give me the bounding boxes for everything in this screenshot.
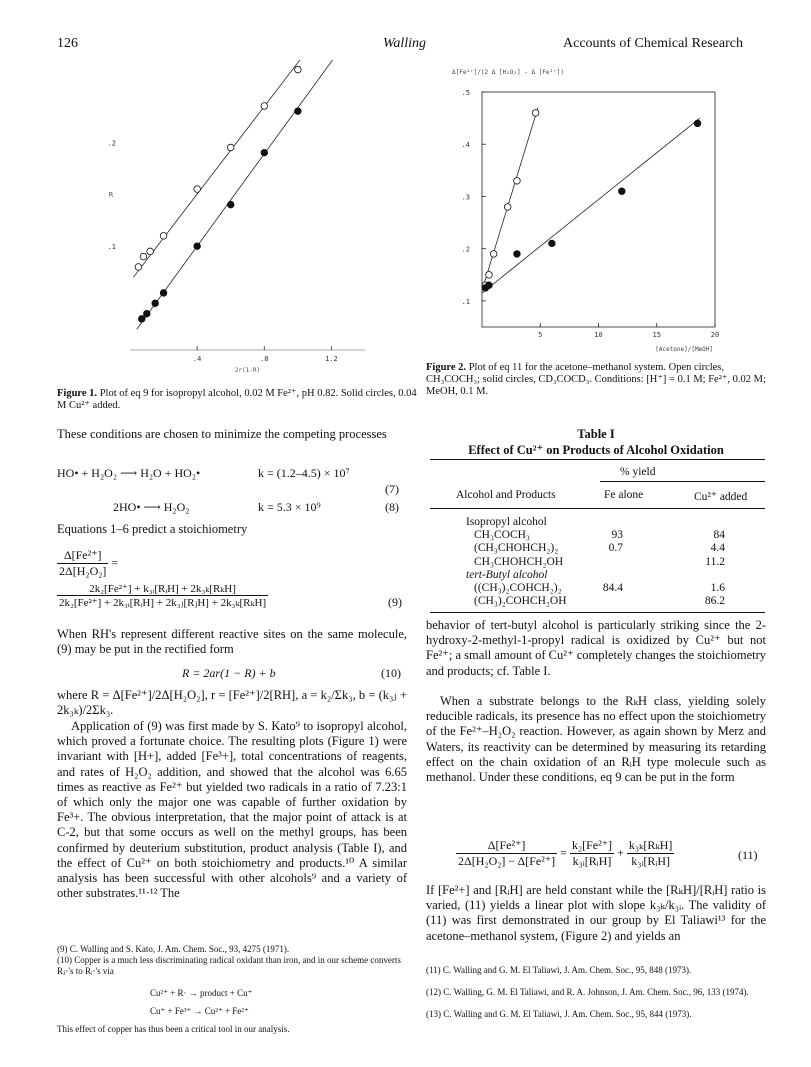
figure1-caption — [57, 388, 427, 412]
figure1-x-label: 2r(1-R) — [234, 367, 261, 374]
figure2-y-label: Δ[Fe²⁺]/(2 Δ [H₂O₂] - Δ [Fe²⁺]) — [452, 69, 564, 76]
table-row — [430, 569, 765, 582]
figure1-y-tick-label: .1 — [107, 243, 116, 252]
table-cell-product: CH₃COCH₃ — [474, 529, 530, 542]
left-para1: These conditions are chosen to minimize the competing processes — [57, 427, 387, 441]
table-title: Effect of Cu²⁺ on Products of Alcohol Oxidation — [468, 443, 724, 457]
table-cell-fe: 0.7 — [608, 542, 623, 555]
figure2-y-tick-label: .2 — [461, 245, 470, 254]
table-yield-header: % yield — [620, 466, 656, 478]
footnote-10: (10) Copper is a much less discriminating radical oxidant than iron, and in our scheme converts Rⱼ·'s to Rᵢ·'s via — [57, 955, 401, 976]
eq11-term1-numerator: k₂[Fe²⁺] — [571, 838, 613, 852]
left-para4: where R = Δ[Fe²⁺]/2Δ[H₂O₂], r = [Fe²⁺]/2[RH], a = k₂/Σk₃, b = (k₃ⱼ + 2k₃ₖ)/2Σk₃. — [57, 688, 407, 718]
figure2-point-open — [490, 251, 497, 258]
eq10: R = 2ar(1 − R) + b — [182, 666, 276, 680]
eq9-lhs: $\frac{\text{Δ[Fe²⁺]}}{\text{2Δ[H₂O₂]}}$ = — [59, 548, 119, 578]
table-cell-cu: 86.2 — [704, 595, 725, 608]
left-para5: Application of (9) was first made by S. Kato⁹ to isopropyl alcohol, which proved a fortunate choice. The resulting plots (Figure 1) were invariant with [H+], added [Fe³+], total concentrations of reagents, and rates of H₂O₂ addition, and showed that the alcohol was 6.65 times as reactive as Fe²⁺ but yielded two radicals in a ratio of 7.23:1 of which only the major one was capable of further oxidation by Fe³+. The obvious interpretation, that the major point of attack is at C-2, but that some occurs as well on the methyl groups, has been confirmed by deuterium substitution, product analysis (Table I), and the effect of Cu²⁺ on both stoichiometry and products.¹⁰ A similar analysis has been successful with other alcohols⁹ and a variety of other substrates.¹¹·¹² The — [57, 719, 407, 901]
eq7-right: k = (1.2–4.5) × 10⁷ — [258, 466, 350, 480]
eq10-number: (10) — [381, 666, 401, 680]
eq9-lhs-denominator: 2Δ[H₂O₂] — [59, 564, 107, 578]
eq9-lhs-numerator: Δ[Fe²⁺] — [57, 548, 108, 564]
table-cell-cu: 1.6 — [710, 581, 725, 594]
figure2-point-filled — [486, 282, 493, 289]
figure2-point-filled — [694, 120, 701, 127]
figure2-y-tick-label: .5 — [461, 89, 470, 97]
table-row — [430, 582, 765, 595]
figure2-axes — [452, 69, 719, 353]
eq9-rhs — [57, 582, 268, 609]
table-row — [430, 529, 765, 542]
eq11-lhs-numerator: Δ[Fe²⁺] — [456, 838, 557, 854]
figure2-x-tick-label: 20 — [710, 331, 720, 339]
figure1-point-open — [295, 66, 302, 73]
left-para3: When RH's represent different reactive sites on the same molecule, (9) may be put in the rectified form — [57, 627, 407, 657]
journal-name: Accounts of Chemical Research — [563, 36, 743, 51]
table-rule-yield — [600, 481, 765, 482]
figure2-y-tick-label: .4 — [461, 141, 470, 150]
figure1-point-open — [160, 232, 167, 239]
table-row — [430, 516, 765, 529]
table-cell-cu: 11.2 — [705, 555, 725, 568]
figure2-x-tick-label: 10 — [594, 331, 603, 339]
table-cell-cu: 4.4 — [710, 542, 725, 555]
figure2-caption-text: Plot of eq 11 for the acetone–methanol system. Open circles, CH₃COCH₃; solid circles, CD₃COCD₃. Conditions: [H⁺] = 0.1 M; Fe²⁺, 0.02 M; MeOH, 0.1 M. — [426, 362, 766, 397]
figure2-marks — [482, 108, 701, 293]
footnote-10-eq2: Cu⁺ + Fe³⁺ → Cu²⁺ + Fe²⁺ — [150, 1006, 249, 1016]
table-cell-cu: 84 — [713, 529, 725, 542]
table-cell-product: ((CH₃)₂COHCH₂)₂ — [474, 581, 562, 594]
table-col-alcohol: Alcohol and Products — [456, 489, 556, 501]
footnote-12: (12) C. Walling, G. M. El Taliawi, and R. A. Johnson, J. Am. Chem. Soc., 96, 133 (1974). — [426, 987, 749, 997]
eq11-number: (11) — [738, 848, 758, 862]
figure1-marks — [133, 60, 348, 329]
figure1-point-filled — [295, 108, 302, 115]
table-body — [430, 516, 765, 613]
right-para2: When a substrate belongs to the RₖH class, yielding solely reducible radicals, its presence has no effect upon the stoichiometry of the Fe²⁺–H₂O₂ reaction. However, as again shown by Merz and Waters, its reactivity can be determined by measuring its retarding effect on the chain oxidation of an RᵢH type molecule such as methanol. Under these conditions, eq 9 can be put in the form — [426, 694, 766, 785]
figure2-frame — [482, 92, 715, 327]
figure1-fit-line — [137, 60, 349, 329]
footnote-13: (13) C. Walling and G. M. El Taliawi, J. Am. Chem. Soc., 95, 844 (1973). — [426, 1009, 692, 1019]
figure1-point-filled — [152, 300, 159, 307]
figure1-point-filled — [143, 310, 150, 317]
table-cell-product: CH₃CHOHCH₂OH — [474, 555, 564, 568]
right-para1: behavior of tert-butyl alcohol is particularly striking since the 2-hydroxy-2-methyl-1-propyl radical is oxidized by Cu²⁺ but not Fe²⁺; a small amount of Cu²⁺ completely changes the stoichiometry and products; cf. Table I. — [426, 618, 766, 678]
table-row — [430, 595, 765, 608]
table-rule-header — [430, 508, 765, 509]
figure2-point-open — [486, 271, 493, 278]
table-col-fe: Fe alone — [604, 489, 644, 501]
figure2-caption — [426, 362, 766, 398]
figure2-fit-line — [482, 108, 538, 291]
page-number: 126 — [57, 36, 78, 51]
footnote-9: (9) C. Walling and S. Kato, J. Am. Chem. Soc., 93, 4275 (1971). — [57, 944, 290, 954]
figure1-point-open — [261, 103, 268, 110]
left-para2: Equations 1–6 predict a stoichiometry — [57, 522, 248, 536]
eq7-left: HO• + H₂O₂ ⟶ H₂O + HO₂• — [57, 466, 201, 480]
figure1-y-label: R — [108, 191, 114, 200]
figure2-point-open — [504, 204, 511, 211]
table-cell-product: (CH₃CHOHCH₂)₂ — [474, 542, 559, 555]
figure1-point-open — [140, 253, 147, 260]
figure2-plot — [440, 62, 750, 362]
figure1-point-open — [194, 186, 201, 193]
figure1-caption-label: Figure 1. — [57, 388, 98, 399]
figure2-y-tick-label: .3 — [461, 193, 470, 202]
eq9-number: (9) — [388, 595, 402, 609]
figure1-point-filled — [160, 290, 167, 297]
figure2-y-tick-label: .1 — [461, 297, 470, 306]
figure1-x-tick-label: .8 — [260, 355, 269, 363]
figure1-point-filled — [227, 201, 234, 208]
eq11-term1-denominator: k₃ᵢ[RᵢH] — [572, 854, 612, 868]
figure2-point-filled — [549, 240, 556, 247]
figure2-caption-label: Figure 2. — [426, 362, 467, 373]
figure2-x-tick-label: 5 — [538, 331, 543, 339]
figure2-fit-line — [482, 118, 700, 293]
eq11-term2-numerator: k₃ₖ[RₖH] — [628, 838, 673, 852]
figure2-point-open — [532, 110, 539, 117]
figure2-point-filled — [514, 251, 521, 258]
table-cell-product: Isopropyl alcohol — [466, 516, 547, 528]
running-author: Walling — [383, 36, 427, 51]
eq11-lhs-denominator: 2Δ[H₂O₂] − Δ[Fe²⁺] — [458, 854, 556, 868]
eq8-right: k = 5.3 × 10⁹ — [258, 500, 321, 514]
footnote-10-eq1: Cu²⁺ + R· → product + Cu⁺ — [150, 988, 253, 998]
figure1-point-filled — [194, 243, 201, 250]
eq11: $\frac{\text{Δ[Fe²⁺]}}{\text{2Δ[H₂O₂] − Δ[Fe²⁺]}}$ = $\frac{\text{k₂[Fe²⁺]}}{\text{k₃ᵢ[RᵢH]}}$ + $\frac{\text{k₃ₖ[RₖH]}}{\text{k₃ᵢ[RᵢH]}}$ — [458, 838, 673, 868]
figure2-x-tick-label: 15 — [652, 331, 661, 339]
eq9-rhs-numerator: 2k₂[Fe²⁺] + k₃ᵢ[RᵢH] + 2k₃ₖ[RₖH] — [57, 582, 268, 596]
footnote-10-tail: This effect of copper has thus been a critical tool in our analysis. — [57, 1024, 290, 1034]
table-cell-product: (CH₃)₂COHCH₂OH — [474, 595, 567, 608]
figure1-point-filled — [138, 316, 145, 323]
figure2-point-filled — [619, 188, 626, 195]
table-rule-top — [430, 459, 765, 460]
figure1-x-tick-label: 1.2 — [325, 355, 338, 363]
eq8-number: (8) — [385, 500, 399, 514]
table-row — [430, 556, 765, 569]
table-label: Table I — [577, 427, 615, 441]
eq9-rhs-denominator: 2k₂[Fe²⁺] + 2k₃ᵢ[RᵢH] + 2k₃ⱼ[RⱼH] + 2k₃ₖ[RₖH] — [59, 597, 267, 609]
figure1-point-filled — [261, 149, 268, 156]
figure1-plot — [95, 60, 405, 390]
figure1-caption-text: Plot of eq 9 for isopropyl alcohol, 0.02 M Fe²⁺, pH 0.82. Solid circles, 0.04 M Cu²⁺ added. — [57, 388, 417, 411]
figure1-point-open — [147, 248, 154, 255]
figure1-y-tick-label: .2 — [107, 139, 116, 148]
table-cell-fe: 84.4 — [602, 581, 623, 594]
footnote-11: (11) C. Walling and G. M. El Taliawi, J. Am. Chem. Soc., 95, 848 (1973). — [426, 965, 692, 975]
right-para3: If [Fe²+] and [RᵢH] are held constant while the [RₖH]/[RᵢH] ratio is varied, (11) yields a linear plot with slope k₃ₖ/k₃ᵢ. The validity of (11) was first demonstrated in our group by El Taliawi¹³ for the acetone–methanol system, (Figure 2) and yields an — [426, 883, 766, 943]
table-rule-bottom — [430, 612, 765, 613]
eq8-left: 2HO• ⟶ H₂O₂ — [113, 500, 190, 514]
figure2-point-open — [514, 177, 521, 184]
figure1-point-open — [135, 264, 142, 271]
figure1-fit-line — [133, 60, 348, 277]
figure1-point-open — [227, 144, 234, 151]
figure2-x-label: [Acetone]/[MeOH] — [655, 346, 713, 353]
eq7-number: (7) — [385, 482, 399, 496]
table-row — [430, 542, 765, 555]
figure1-x-tick-label: .4 — [192, 355, 202, 363]
eq11-term2-denominator: k₃ᵢ[RᵢH] — [631, 854, 671, 868]
table-cell-fe: 93 — [611, 529, 623, 542]
table-cell-product: tert-Butyl alcohol — [466, 568, 548, 581]
table-col-cu: Cu²⁺ added — [694, 491, 748, 503]
